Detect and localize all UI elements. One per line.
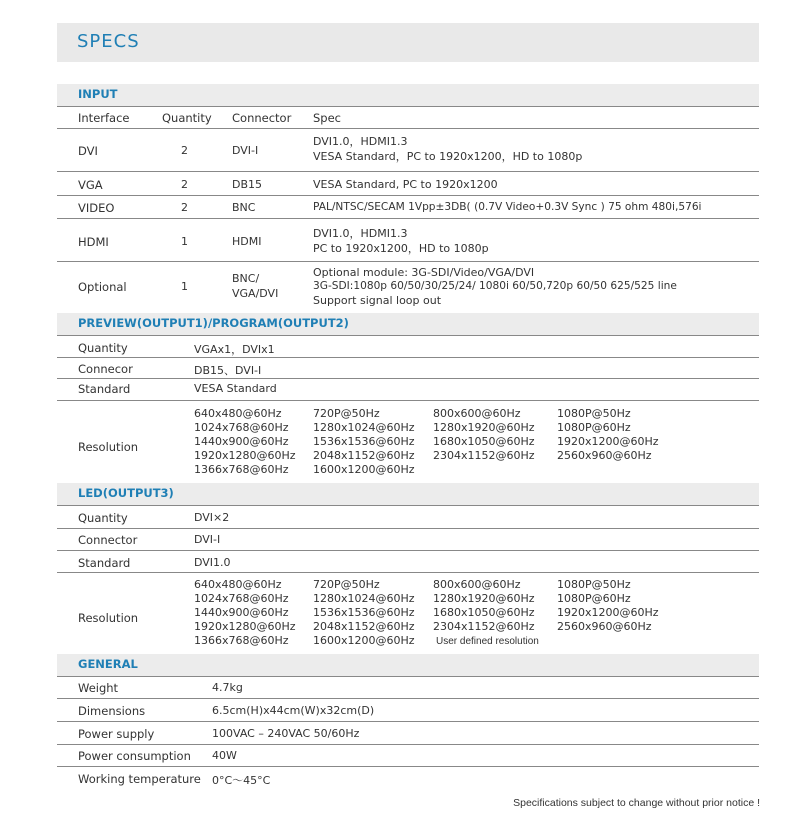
section-header-general xyxy=(57,654,759,676)
resolution-item: 1920x1280@60Hz xyxy=(194,620,296,633)
spec-label: Resolution xyxy=(78,611,139,625)
resolution-item: 1920x1200@60Hz xyxy=(557,606,659,619)
title-bar xyxy=(57,23,759,62)
resolution-item: 720P@50Hz xyxy=(313,578,380,591)
resolution-item: 1080P@60Hz xyxy=(557,421,631,434)
input-spec-line: VESA Standard, PC to 1920x1200 xyxy=(313,178,498,191)
spec-label: Connector xyxy=(78,533,138,547)
column-header-connector: Connector xyxy=(232,111,292,125)
spec-label: Power supply xyxy=(78,727,155,741)
spec-label: Working temperature xyxy=(78,772,201,786)
resolution-item: 1680x1050@60Hz xyxy=(433,435,535,448)
spec-value: 4.7kg xyxy=(212,681,243,694)
spec-value: 6.5cm(H)x44cm(W)x32cm(D) xyxy=(212,704,375,717)
resolution-item: 1536x1536@60Hz xyxy=(313,606,415,619)
input-quantity: 2 xyxy=(181,144,188,157)
input-spec-line: Optional module: 3G-SDI/Video/VGA/DVI xyxy=(313,266,535,279)
divider xyxy=(57,676,759,677)
input-spec-line: PAL/NTSC/SECAM 1Vpp±3DB( (0.7V Video+0.3V Sync ) 75 ohm 480i,576i xyxy=(313,201,702,213)
spec-value: VGAx1，DVIx1 xyxy=(194,343,275,356)
input-quantity: 1 xyxy=(181,235,188,248)
spec-value: 40W xyxy=(212,749,237,762)
input-spec-line: Support signal loop out xyxy=(313,294,442,307)
input-connector: HDMI xyxy=(232,235,262,248)
resolution-item: 1024x768@60Hz xyxy=(194,592,289,605)
section-header-led xyxy=(57,483,759,505)
divider xyxy=(57,528,759,529)
spec-value: VESA Standard xyxy=(194,382,277,395)
input-connector: BNC xyxy=(232,201,256,214)
input-interface: VIDEO xyxy=(78,201,115,215)
divider xyxy=(57,261,759,262)
input-spec-line: PC to 1920x1200，HD to 1080p xyxy=(313,242,489,255)
resolution-item: 1440x900@60Hz xyxy=(194,435,289,448)
spec-value: 100VAC – 240VAC 50/60Hz xyxy=(212,727,360,740)
divider xyxy=(57,550,759,551)
resolution-item: 1920x1280@60Hz xyxy=(194,449,296,462)
divider xyxy=(57,572,759,573)
resolution-item: 1920x1200@60Hz xyxy=(557,435,659,448)
input-interface: VGA xyxy=(78,178,103,192)
resolution-item: 1080P@60Hz xyxy=(557,592,631,605)
column-header-interface: Interface xyxy=(78,111,130,125)
resolution-item: 1280x1024@60Hz xyxy=(313,592,415,605)
column-header-spec: Spec xyxy=(313,111,341,125)
input-spec-line: DVI1.0，HDMI1.3 xyxy=(313,135,408,148)
section-header-input xyxy=(57,84,759,106)
section-title: PREVIEW(OUTPUT1)/PROGRAM(OUTPUT2) xyxy=(78,316,349,330)
input-connector: VGA/DVI xyxy=(232,287,279,300)
resolution-item: 800x600@60Hz xyxy=(433,578,521,591)
spec-value: DVI1.0 xyxy=(194,556,231,569)
divider xyxy=(57,400,759,401)
spec-label: Quantity xyxy=(78,341,128,355)
input-quantity: 2 xyxy=(181,178,188,191)
resolution-item: 640x480@60Hz xyxy=(194,578,282,591)
resolution-item: 800x600@60Hz xyxy=(433,407,521,420)
resolution-item: 1600x1200@60Hz xyxy=(313,634,415,647)
divider xyxy=(57,378,759,379)
divider xyxy=(57,744,759,745)
page-title: SPECS xyxy=(77,31,140,52)
divider xyxy=(57,195,759,196)
resolution-item: 2048x1152@60Hz xyxy=(313,620,415,633)
resolution-item: 2048x1152@60Hz xyxy=(313,449,415,462)
resolution-item: 720P@50Hz xyxy=(313,407,380,420)
divider xyxy=(57,171,759,172)
input-connector: DVI-I xyxy=(232,144,259,157)
input-spec-line: 3G-SDI:1080p 60/50/30/25/24/ 1080i 60/50,720p 60/50 625/525 line xyxy=(313,280,677,292)
resolution-item: 1080P@50Hz xyxy=(557,578,631,591)
input-quantity: 1 xyxy=(181,280,188,293)
spec-label: Resolution xyxy=(78,440,139,454)
resolution-item: 1280x1920@60Hz xyxy=(433,421,535,434)
resolution-item: 1440x900@60Hz xyxy=(194,606,289,619)
spec-label: Standard xyxy=(78,556,131,570)
section-header-preview xyxy=(57,313,759,335)
divider xyxy=(57,721,759,722)
spec-value: DVI-I xyxy=(194,533,221,546)
divider xyxy=(57,505,759,506)
resolution-item: 1080P@50Hz xyxy=(557,407,631,420)
divider xyxy=(57,335,759,336)
spec-label: Dimensions xyxy=(78,704,146,718)
spec-label: Connecor xyxy=(78,362,133,376)
divider xyxy=(57,698,759,699)
resolution-item: 1280x1920@60Hz xyxy=(433,592,535,605)
resolution-item: 1280x1024@60Hz xyxy=(313,421,415,434)
footer-note: Specifications subject to change without prior notice ! xyxy=(513,797,760,809)
input-quantity: 2 xyxy=(181,201,188,214)
divider xyxy=(57,766,759,767)
divider xyxy=(57,128,759,129)
column-header-quantity: Quantity xyxy=(162,111,212,125)
input-interface: HDMI xyxy=(78,235,109,249)
section-title: INPUT xyxy=(78,87,118,101)
input-spec-line: DVI1.0，HDMI1.3 xyxy=(313,227,408,240)
resolution-item: 2304x1152@60Hz xyxy=(433,620,535,633)
user-defined-note: User defined resolution xyxy=(436,636,539,647)
resolution-item: 2304x1152@60Hz xyxy=(433,449,535,462)
resolution-item: 1536x1536@60Hz xyxy=(313,435,415,448)
spec-label: Standard xyxy=(78,382,131,396)
divider xyxy=(57,218,759,219)
input-interface: DVI xyxy=(78,144,98,158)
spec-value: DVI×2 xyxy=(194,511,230,524)
section-title: LED(OUTPUT3) xyxy=(78,486,174,500)
spec-label: Power consumption xyxy=(78,749,191,763)
resolution-item: 1024x768@60Hz xyxy=(194,421,289,434)
resolution-item: 2560x960@60Hz xyxy=(557,620,652,633)
resolution-item: 1366x768@60Hz xyxy=(194,463,289,476)
resolution-item: 1366x768@60Hz xyxy=(194,634,289,647)
input-interface: Optional xyxy=(78,280,127,294)
spec-value: DB15、DVI-I xyxy=(194,364,262,377)
spec-value: 0°C～45°C xyxy=(212,774,271,787)
spec-label: Quantity xyxy=(78,511,128,525)
resolution-item: 640x480@60Hz xyxy=(194,407,282,420)
divider xyxy=(57,106,759,107)
section-title: GENERAL xyxy=(78,657,138,671)
divider xyxy=(57,357,759,358)
resolution-item: 2560x960@60Hz xyxy=(557,449,652,462)
input-spec-line: VESA Standard，PC to 1920x1200，HD to 1080p xyxy=(313,150,583,163)
input-connector: DB15 xyxy=(232,178,263,191)
input-connector: BNC/ xyxy=(232,272,260,285)
spec-label: Weight xyxy=(78,681,119,695)
resolution-item: 1600x1200@60Hz xyxy=(313,463,415,476)
resolution-item: 1680x1050@60Hz xyxy=(433,606,535,619)
